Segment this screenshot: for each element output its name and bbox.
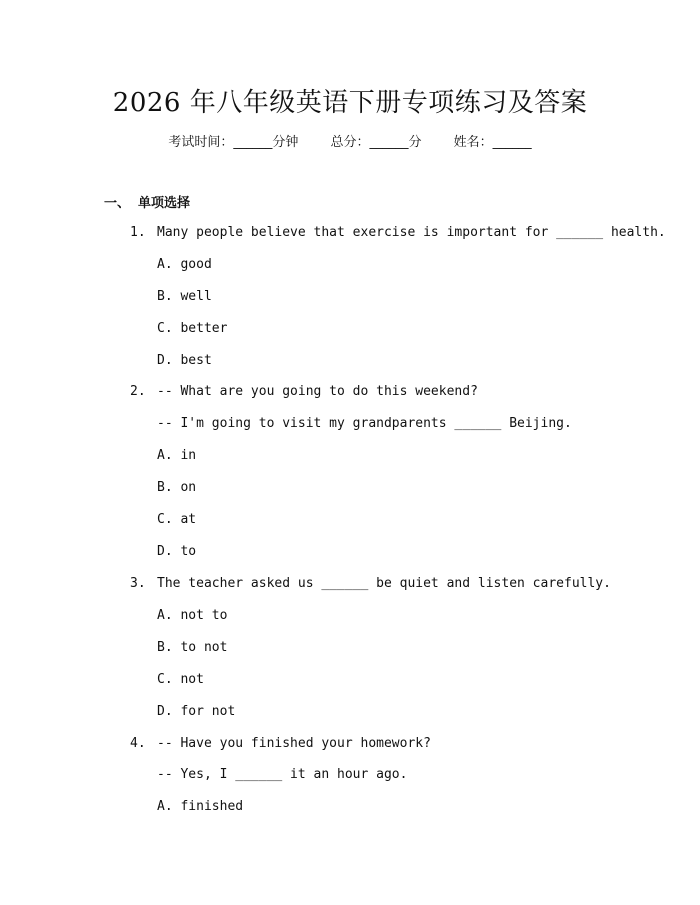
option: C. better <box>157 321 228 336</box>
question-stem: The teacher asked us ______ be quiet and listen carefully. <box>157 576 611 591</box>
question-stem: -- Have you finished your homework? <box>157 736 431 751</box>
section-number: 一、 <box>104 196 131 211</box>
question-stem: -- Yes, I ______ it an hour ago. <box>157 767 408 782</box>
student-name: 姓名：______ <box>453 135 532 150</box>
exam-info <box>0 131 700 150</box>
option: A. good <box>157 257 212 272</box>
option: A. not to <box>157 608 228 623</box>
option: D. best <box>157 353 212 368</box>
option: D. for not <box>157 704 236 719</box>
option: B. to not <box>157 640 228 655</box>
option: C. not <box>157 672 204 687</box>
question-stem: -- What are you going to do this weekend? <box>157 384 478 399</box>
question-number: 1. <box>130 225 146 240</box>
question-number: 2. <box>130 384 146 399</box>
section-heading <box>104 192 190 211</box>
question-stem: Many people believe that exercise is important for ______ health. <box>157 225 666 240</box>
option: D. to <box>157 544 197 559</box>
option: A. finished <box>157 799 244 814</box>
exam-time: 考试时间：______分钟 <box>168 135 299 150</box>
option: A. in <box>157 448 197 463</box>
question-number: 3. <box>130 576 146 591</box>
question-number: 4. <box>130 736 146 751</box>
option: C. at <box>157 512 197 527</box>
question-stem: -- I'm going to visit my grandparents ______ Beijing. <box>157 416 572 431</box>
section-title: 单项选择 <box>138 196 191 211</box>
option: B. on <box>157 480 197 495</box>
document-title: 2026 年八年级英语下册专项练习及答案 <box>112 88 588 118</box>
option: B. well <box>157 289 212 304</box>
total-score: 总分：______分 <box>330 135 422 150</box>
